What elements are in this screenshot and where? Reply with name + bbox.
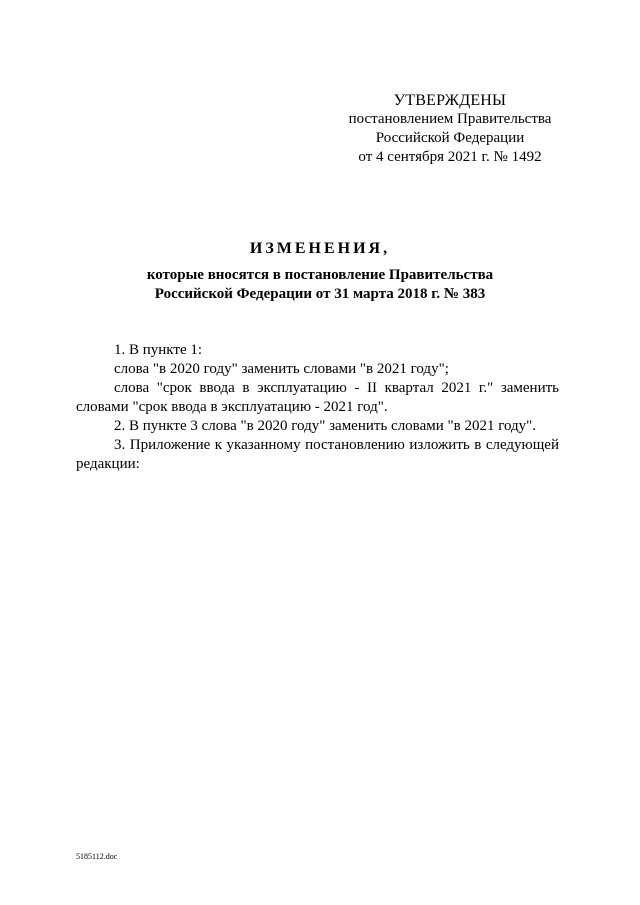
paragraph-5: 3. Приложение к указанному постановлению изложить в следующей редакции:: [76, 437, 559, 472]
document-body: [76, 341, 559, 474]
document-title: ИЗМЕНЕНИЯ,: [249, 240, 391, 257]
approval-line-3: от 4 сентября 2021 г. № 1492: [358, 149, 542, 165]
file-name-footer: 5185112.doc: [76, 852, 118, 861]
subtitle-line-1: которые вносятся в постановление Правительства: [146, 267, 494, 283]
approval-heading: УТВЕРЖДЕНЫ: [393, 92, 507, 109]
subtitle-line-2: Российской Федерации от 31 марта 2018 г. № 383: [154, 286, 486, 302]
paragraph-3: слова "срок ввода в эксплуатацию - II квартал 2021 г." заменить словами "срок ввода в эксплуатацию - 2021 год".: [76, 380, 559, 415]
paragraph-4: 2. В пункте 3 слова "в 2020 году" заменить словами "в 2021 году".: [114, 418, 537, 434]
approval-line-1: постановлением Правительства: [348, 111, 552, 127]
paragraph-2: слова "в 2020 году" заменить словами "в 2021 году";: [114, 361, 449, 377]
paragraph-1: 1. В пункте 1:: [114, 342, 203, 358]
document-subtitle: [0, 266, 640, 304]
approval-stamp: [340, 91, 560, 167]
approval-line-2: Российской Федерации: [375, 130, 525, 146]
